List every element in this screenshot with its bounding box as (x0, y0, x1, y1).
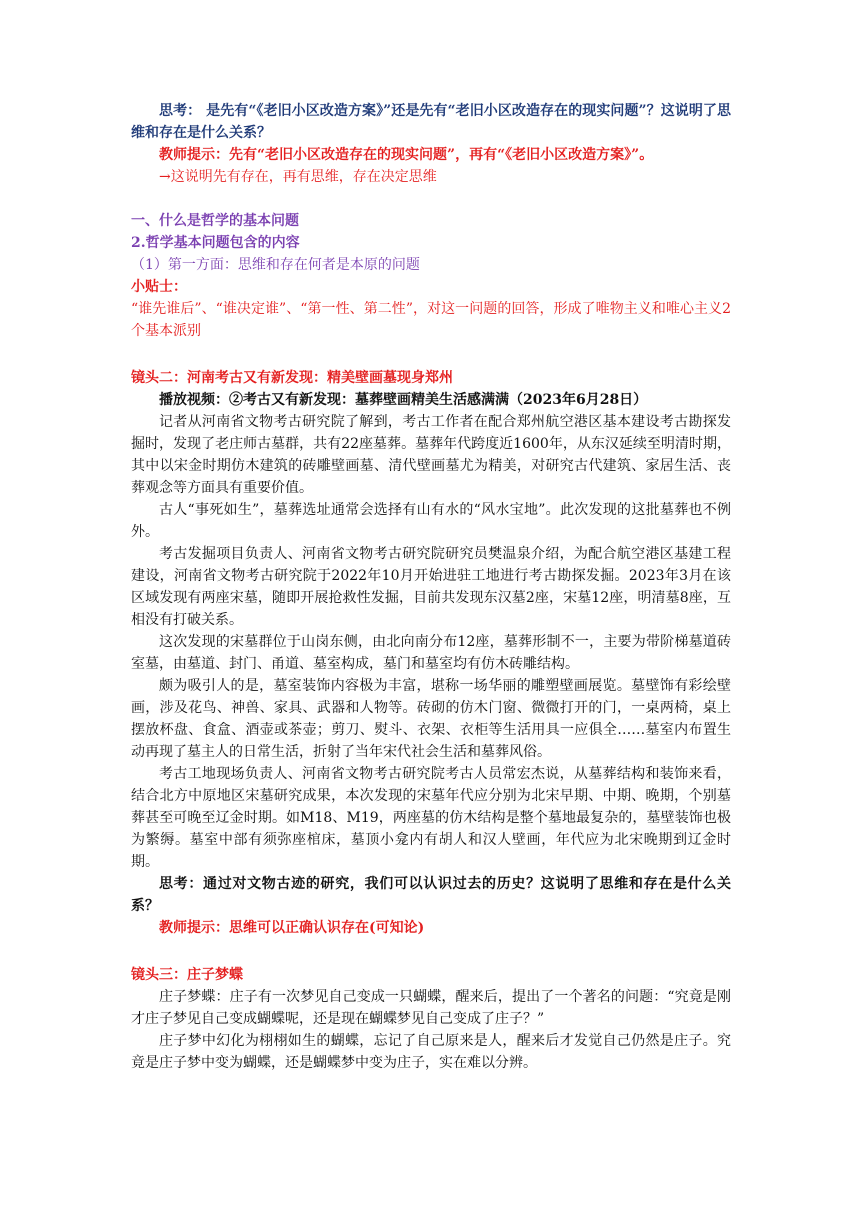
spacer (131, 939, 731, 961)
scene-2-paragraph: 考古工地现场负责人、河南省文物考古研究院考古人员常宏杰说，从墓葬结构和装饰来看，结合北方中原地区宋墓研究成果，本次发现的宋墓年代应分别为北宋早期、中期、晚期，个别墓葬甚至可晚至辽金时期。如M18、M19，两座墓的仿木结构是整个墓地最复杂的，墓壁装饰也极为繁缛。墓室中部有须弥座棺床，墓顶小龛内有胡人和汉人壁画，年代应为北宋晚期到辽金时期。 (131, 766, 731, 870)
think-label: 思考： (159, 103, 202, 119)
conclusion-1: →这说明先有存在，再有思维，存在决定思维 (159, 169, 437, 185)
scene-2-title: 镜头二：河南考古又有新发现：精美壁画墓现身郑州 (131, 370, 453, 386)
think-question-2: 思考：通过对文物古迹的研究，我们可以认识过去的历史？这说明了思维和存在是什么关系？ (131, 876, 731, 914)
scene-2-paragraph: 考古发掘项目负责人、河南省文物考古研究院研究员樊温泉介绍，为配合航空港区基建工程建设，河南省文物考古研究院于2022年10月开始进驻工地进行考古勘探发掘。2023年3月在该区域发现有两座宋墓，随即开展抢救性发掘，目前共发现东汉墓2座，宋墓12座，明清墓8座，互相没有打破关系。 (131, 546, 731, 628)
aspect-one: （1）第一方面：思维和存在何者是本原的问题 (131, 257, 420, 273)
scene-2-video: 播放视频：②考古又有新发现：墓葬壁画精美生活感满满（2023年6月28日） (159, 392, 648, 408)
tip-label: 小贴士： (131, 279, 187, 295)
spacer (131, 342, 731, 364)
tip-text: “谁先谁后”、“谁决定谁”、“第一性、第二性”，对这一问题的回答，形成了唯物主义和唯心主义2个基本派别 (131, 301, 731, 339)
scene-2-paragraph: 颇为吸引人的是，墓室装饰内容极为丰富，堪称一场华丽的雕塑壁画展览。墓壁饰有彩绘壁画，涉及花鸟、神兽、家具、武器和人物等。砖砌的仿木门窗、微微打开的门，一桌两椅，桌上摆放杯盘、食盒、酒壶或茶壶；剪刀、熨斗、衣架、衣柜等生活用具一应俱全……墓室内布置生动再现了墓主人的日常生活，折射了当年宋代社会生活和墓葬风俗。 (131, 678, 731, 760)
document-page (131, 100, 731, 1074)
section-subheading: 2.哲学基本问题包含的内容 (131, 235, 300, 251)
scene-3-paragraph: 庄子梦蝶：庄子有一次梦见自己变成一只蝴蝶，醒来后，提出了一个著名的问题：“究竟是刚才庄子梦见自己变成蝴蝶呢，还是现在蝴蝶梦见自己变成了庄子？” (131, 989, 731, 1027)
scene-3-paragraph: 庄子梦中幻化为栩栩如生的蝴蝶，忘记了自己原来是人，醒来后才发觉自己仍然是庄子。究竟是庄子梦中变为蝴蝶，还是蝴蝶梦中变为庄子，实在难以分辨。 (131, 1033, 731, 1071)
think-question-text: 是先有“《老旧小区改造方案》”还是先有“老旧小区改造存在的现实问题”？这说明了思维和存在是什么关系？ (131, 103, 731, 141)
scene-2-paragraph: 古人“事死如生”，墓葬选址通常会选择有山有水的“风水宝地”。此次发现的这批墓葬也不例外。 (131, 502, 731, 540)
spacer (131, 188, 731, 210)
teacher-hint-2: 教师提示：思维可以正确认识存在(可知论) (159, 920, 425, 936)
section-heading: 一、什么是哲学的基本问题 (131, 213, 299, 229)
scene-3-title: 镜头三：庄子梦蝶 (131, 967, 243, 983)
scene-2-paragraph: 这次发现的宋墓群位于山岗东侧，由北向南分布12座，墓葬形制不一，主要为带阶梯墓道砖室墓，由墓道、封门、甬道、墓室构成，墓门和墓室均有仿木砖雕结构。 (131, 634, 731, 672)
scene-2-paragraph: 记者从河南省文物考古研究院了解到，考古工作者在配合郑州航空港区基本建设考古勘探发掘时，发现了老庄师古墓群，共有22座墓葬。墓葬年代跨度近1600年，从东汉延续至明清时期，其中以宋金时期仿木建筑的砖雕壁画墓、清代壁画墓尤为精美，对研究古代建筑、家居生活、丧葬观念等方面具有重要价值。 (131, 414, 731, 496)
teacher-hint-1: 教师提示：先有“老旧小区改造存在的现实问题”，再有“《老旧小区改造方案》”。 (159, 147, 654, 163)
think-question-1 (131, 100, 731, 144)
